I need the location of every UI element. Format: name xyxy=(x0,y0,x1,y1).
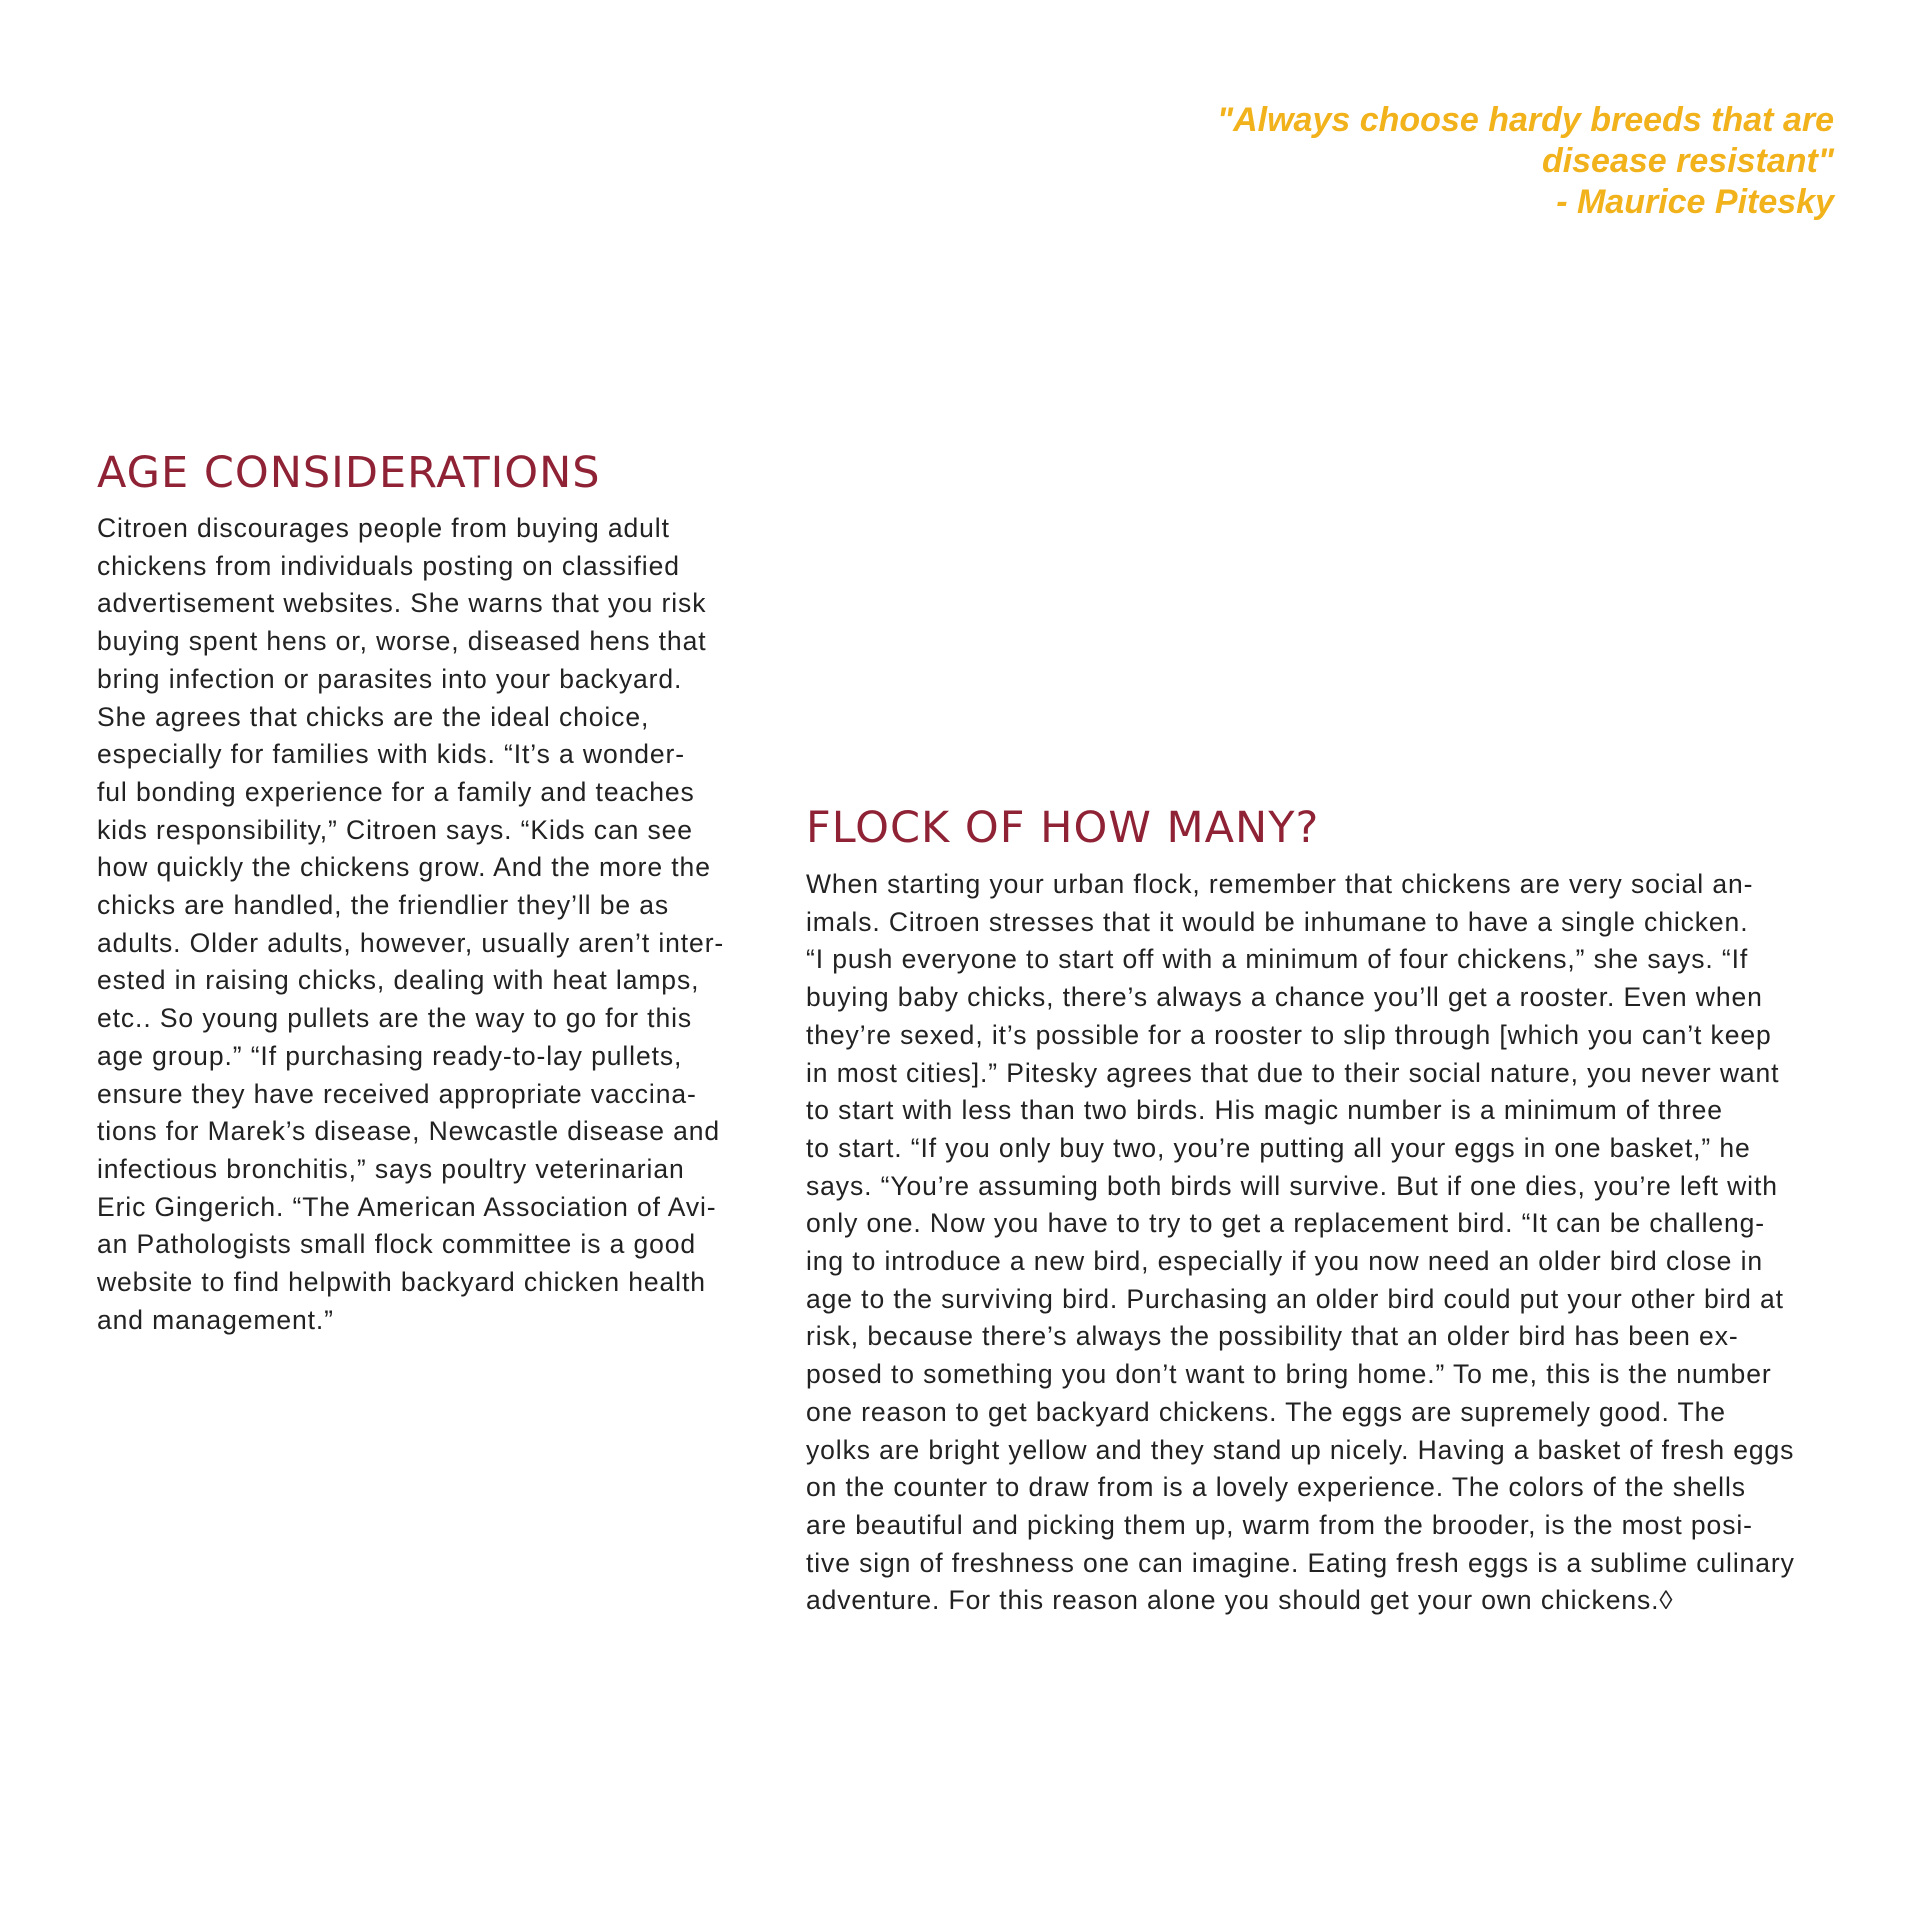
body-line: buying spent hens or, worse, diseased hens that xyxy=(97,626,707,657)
quote-attribution: - Maurice Pitesky xyxy=(1556,183,1834,221)
body-line: tive sign of freshness one can imagine. Eating fresh eggs is a sublime culinary xyxy=(806,1547,1795,1578)
body-line: adventure. For this reason alone you should get your own chickens.◊ xyxy=(806,1585,1674,1616)
body-line: website to find helpwith backyard chicken health xyxy=(97,1267,706,1298)
body-line: buying baby chicks, there’s always a chance you’ll get a rooster. Even when xyxy=(806,982,1763,1013)
body-line: advertisement websites. She warns that you risk xyxy=(97,588,707,619)
body-line: how quickly the chickens grow. And the more the xyxy=(97,852,711,883)
body-line: ful bonding experience for a family and teaches xyxy=(97,776,695,807)
quote-line: "Always choose hardy breeds that are xyxy=(1216,101,1834,139)
body-line: an Pathologists small flock committee is a good xyxy=(97,1229,697,1260)
body-line: says. “You’re assuming both birds will survive. But if one dies, you’re left with xyxy=(806,1170,1778,1201)
body-line: adults. Older adults, however, usually aren’t inter- xyxy=(97,927,725,958)
body-line: When starting your urban flock, remember that chickens are very social an- xyxy=(806,869,1754,899)
flock-of-how-many-body xyxy=(806,866,1795,1620)
body-line: to start with less than two birds. His magic number is a minimum of three xyxy=(806,1095,1723,1126)
body-line: Eric Gingerich. “The American Association of Avi- xyxy=(97,1191,717,1222)
body-line: imals. Citroen stresses that it would be inhumane to have a single chicken. xyxy=(806,906,1749,937)
body-line: infectious bronchitis,” says poultry veterinarian xyxy=(97,1153,685,1184)
body-line: risk, because there’s always the possibility that an older bird has been ex- xyxy=(806,1321,1739,1352)
body-line: are beautiful and picking them up, warm from the brooder, is the most posi- xyxy=(806,1509,1753,1540)
body-line: She agrees that chicks are the ideal choice, xyxy=(97,701,650,732)
body-line: age to the surviving bird. Purchasing an older bird could put your other bird at xyxy=(806,1283,1784,1314)
body-line: to start. “If you only buy two, you’re putting all your eggs in one basket,” he xyxy=(806,1132,1751,1163)
pull-quote xyxy=(934,100,1834,223)
age-considerations-heading: AGE CONSIDERATIONS xyxy=(97,448,601,498)
body-line: chickens from individuals posting on classified xyxy=(97,550,680,581)
body-line: age group.” “If purchasing ready-to-lay pullets, xyxy=(97,1040,683,1071)
body-line: tions for Marek’s disease, Newcastle disease and xyxy=(97,1116,721,1147)
body-line: yolks are bright yellow and they stand up nicely. Having a basket of fresh eggs xyxy=(806,1434,1795,1465)
body-line: and management.” xyxy=(97,1304,334,1335)
body-line: ested in raising chicks, dealing with heat lamps, xyxy=(97,965,700,996)
body-line: ing to introduce a new bird, especially if you now need an older bird close in xyxy=(806,1246,1764,1277)
body-line: ensure they have received appropriate vaccina- xyxy=(97,1078,697,1109)
body-line: only one. Now you have to try to get a replacement bird. “It can be challeng- xyxy=(806,1208,1766,1239)
age-considerations-body xyxy=(97,510,724,1339)
body-line: Citroen discourages people from buying adult xyxy=(97,513,670,543)
body-line: on the counter to draw from is a lovely experience. The colors of the shells xyxy=(806,1472,1746,1503)
flock-of-how-many-heading: FLOCK OF HOW MANY? xyxy=(806,803,1320,853)
body-line: “I push everyone to start off with a minimum of four chickens,” she says. “If xyxy=(806,944,1749,975)
body-line: in most cities].” Pitesky agrees that due to their social nature, you never want xyxy=(806,1057,1780,1088)
body-line: chicks are handled, the friendlier they’ll be as xyxy=(97,890,670,921)
body-line: posed to something you don’t want to bring home.” To me, this is the number xyxy=(806,1359,1772,1390)
quote-line: disease resistant" xyxy=(1541,142,1834,180)
body-line: they’re sexed, it’s possible for a rooster to slip through [which you can’t keep xyxy=(806,1019,1772,1050)
body-line: one reason to get backyard chickens. The eggs are supremely good. The xyxy=(806,1396,1726,1427)
body-line: bring infection or parasites into your backyard. xyxy=(97,663,683,694)
body-line: especially for families with kids. “It’s a wonder- xyxy=(97,739,685,770)
body-line: etc.. So young pullets are the way to go for this xyxy=(97,1003,693,1034)
body-line: kids responsibility,” Citroen says. “Kids can see xyxy=(97,814,693,845)
